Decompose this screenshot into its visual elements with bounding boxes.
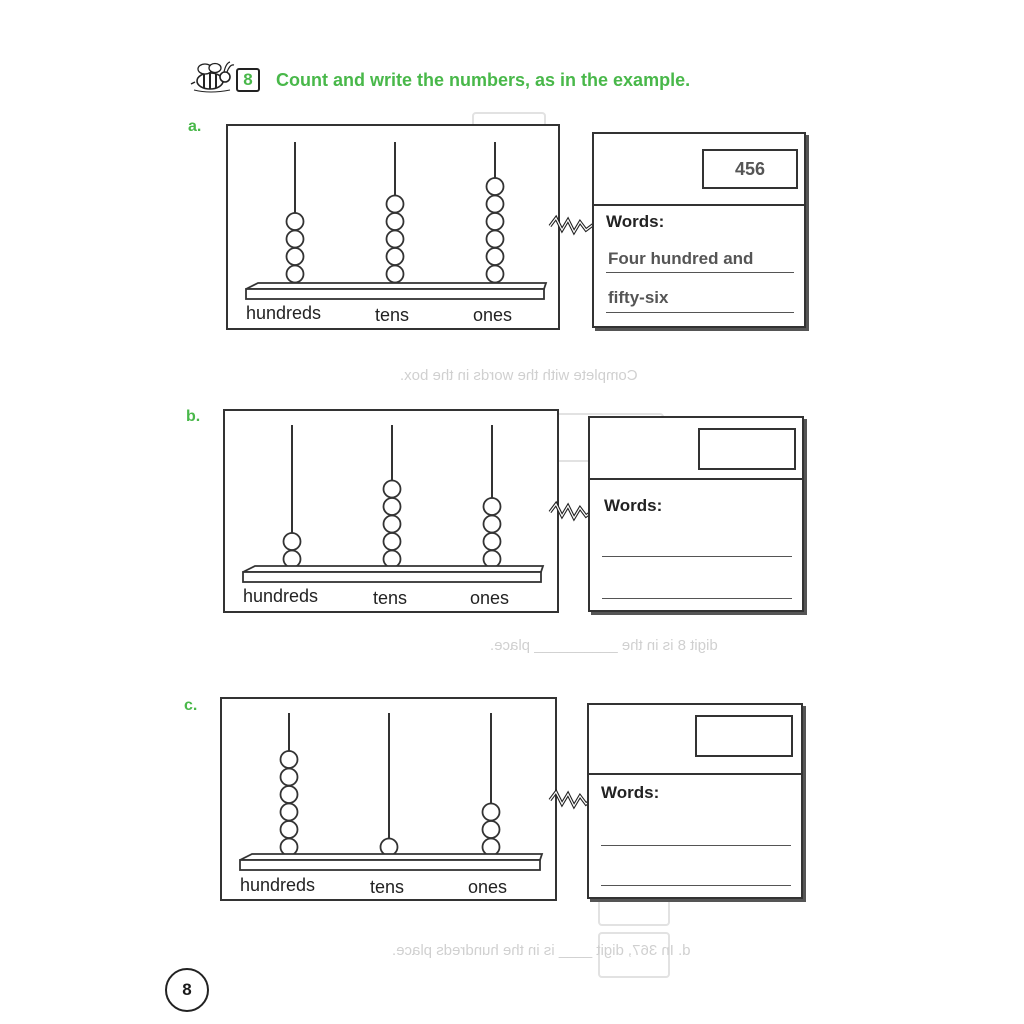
abacus (223, 409, 559, 613)
bead (387, 266, 404, 283)
card-divider (590, 478, 802, 480)
bead (487, 231, 504, 248)
words-label: Words: (601, 783, 660, 802)
hundreds-label: hundreds (240, 875, 316, 895)
bead (384, 498, 401, 515)
tens-label: tens (373, 588, 408, 608)
bead (281, 804, 298, 821)
number-answer-box[interactable] (698, 428, 796, 470)
bead (281, 839, 298, 856)
bead (387, 196, 404, 213)
number-answer-box[interactable]: 456 (702, 149, 798, 189)
bead (484, 551, 501, 568)
abacus-drawing (228, 126, 558, 328)
beads-hundreds (287, 213, 304, 283)
words-label: Words: (606, 212, 665, 231)
item-letter: c. (184, 697, 198, 714)
words-label: Words: (604, 496, 663, 515)
hundreds-label: hundreds (246, 303, 322, 323)
bee-icon (190, 60, 238, 96)
bead (387, 231, 404, 248)
write-line[interactable] (606, 312, 794, 313)
bead (387, 213, 404, 230)
bead (487, 266, 504, 283)
bead (483, 821, 500, 838)
write-line[interactable] (602, 556, 792, 557)
abacus-base-top (240, 854, 542, 860)
beads-ones (483, 804, 500, 856)
item-letter: a. (188, 118, 202, 135)
abacus-drawing (222, 699, 555, 899)
beads-hundreds (281, 751, 298, 856)
bead (487, 213, 504, 230)
bead (284, 551, 301, 568)
beads-tens (384, 481, 401, 568)
abacus-base (240, 860, 540, 870)
page-number: 8 (165, 968, 209, 1012)
number-answer-box[interactable] (695, 715, 793, 757)
ones-label: ones (468, 877, 508, 897)
beads-ones (487, 178, 504, 283)
beads-ones (484, 498, 501, 568)
abacus (220, 697, 557, 901)
bead (287, 231, 304, 248)
ones-label: ones (473, 305, 513, 325)
answer-card (588, 416, 804, 612)
tens-label: tens (375, 305, 410, 325)
abacus (226, 124, 560, 330)
bead (484, 498, 501, 515)
bead (381, 839, 398, 856)
bead (281, 751, 298, 768)
words-answer-line1: Four hundred and (608, 249, 754, 268)
bead (281, 769, 298, 786)
bead (281, 821, 298, 838)
abacus-base (243, 572, 541, 582)
words-answer-line2: fifty-six (608, 288, 669, 307)
show-through: d. In 367, digit ____ is in the hundreds place. (392, 942, 691, 959)
ones-label: ones (470, 588, 510, 608)
answer-card (587, 703, 803, 899)
bead (384, 551, 401, 568)
bead (487, 178, 504, 195)
write-line[interactable] (601, 845, 791, 846)
abacus-drawing (225, 411, 557, 611)
tens-label: tens (370, 877, 405, 897)
bead (387, 248, 404, 265)
bead (487, 196, 504, 213)
hundreds-label: hundreds (243, 586, 319, 606)
beads-tens (381, 839, 398, 856)
write-line[interactable] (602, 598, 792, 599)
abacus-base (246, 289, 544, 299)
exercise-instruction: Count and write the numbers, as in the example. (276, 70, 691, 90)
beads-tens (387, 196, 404, 283)
bead (284, 533, 301, 550)
bead (483, 804, 500, 821)
bead (287, 213, 304, 230)
write-line[interactable] (606, 272, 794, 273)
zigzag-connector-icon (548, 214, 598, 238)
beads-hundreds (284, 533, 301, 568)
write-line[interactable] (601, 885, 791, 886)
bead (287, 248, 304, 265)
item-letter: b. (186, 408, 201, 425)
bead (384, 533, 401, 550)
bead (483, 839, 500, 856)
show-through: digit 8 is in the __________ place. (490, 637, 718, 654)
bead (281, 786, 298, 803)
exercise-number: 8 (236, 68, 260, 92)
show-through: Complete with the words in the box. (400, 367, 638, 384)
bead (484, 516, 501, 533)
bead (487, 248, 504, 265)
card-divider (594, 204, 804, 206)
card-divider (589, 773, 801, 775)
bead (484, 533, 501, 550)
abacus-base-top (243, 566, 543, 572)
answer-card (592, 132, 806, 328)
bead (384, 481, 401, 498)
bead (384, 516, 401, 533)
bead (287, 266, 304, 283)
